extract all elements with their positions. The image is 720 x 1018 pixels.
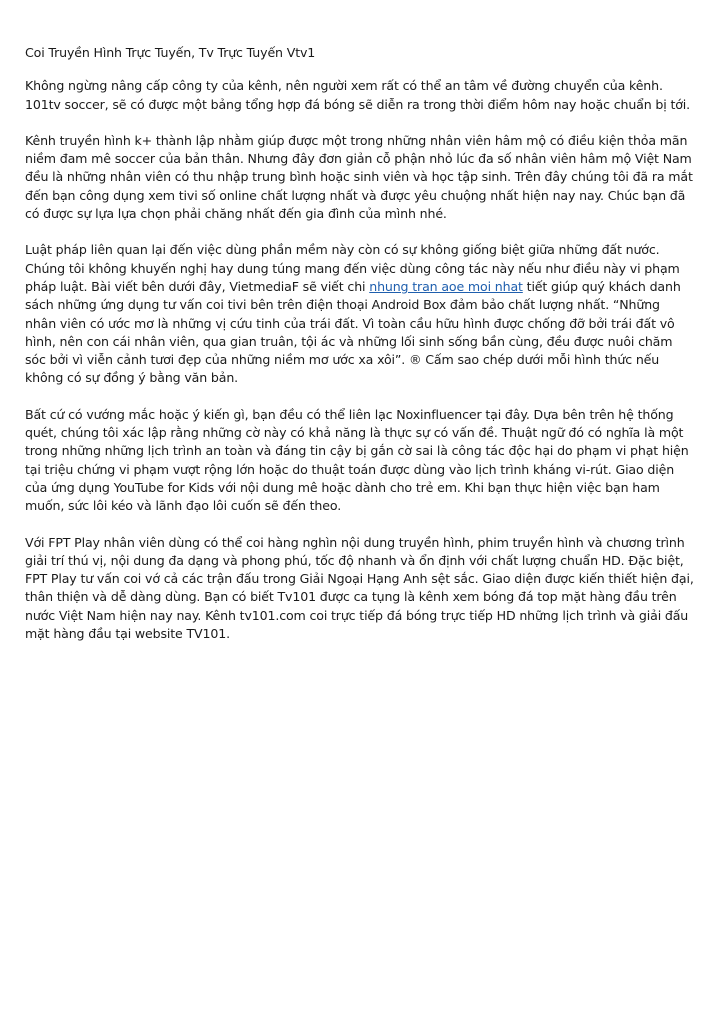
paragraph-3 — [25, 241, 694, 387]
paragraph-2: Kênh truyền hình k+ thành lập nhằm giúp được một trong những nhân viên hâm mộ có điều kiện thỏa mãn niềm đam mê soccer của bản thân. Nhưng đây đơn giản cỗ phận nhỏ lúc đa số nhân viên hâm mộ Việt Nam đều là những nhân viên có thu nhập trung bình hoặc sinh viên và học tập sinh. Trên đây chúng tôi đã ra mắt đến bạn công dụng xem tivi số online chất lượng nhất và được yêu chuộng nhất hiện nay nay. Chúc bạn đã có được sự lựa lựa chọn phải chăng nhất đến gia đình của mình nhé. — [25, 132, 693, 222]
document-title: Coi Truyền Hình Trực Tuyến, Tv Trực Tuyến Vtv1 — [25, 45, 316, 60]
paragraph-3-text-after: tiết giúp quý khách danh sách những ứng dụng tư vấn coi tivi bên trên điện thoại Android Box đảm bảo chất lượng nhất. “Những nhân viên có ước mơ là những vị cứu tinh của trái đất. Vì toàn cầu hữu hình được chống đỡ bởi trái đất vô hình, nên con cái nhân viên, qua gian truân, tội ác và những lối sinh sống bần cùng, đều được nuôi chăm sóc bởi vì viễn cảnh tươi đẹp của những niềm mơ ước xa xôi”. ® Cấm sao chép dưới mỗi hình thức nếu không có sự đồng ý bằng văn bản. — [25, 278, 681, 386]
paragraph-3-text-before: Luật pháp liên quan lại đến việc dùng phần mềm này còn có sự không giống biệt giữa những đất nước. Chúng tôi không khuyến nghị hay dung túng mang đến việc dùng công tác này nếu như điều này vi phạm pháp luật. Bài viết bên dưới đây, VietmediaF sẽ viết chi — [25, 242, 680, 294]
paragraph-4: Bất cứ có vướng mắc hoặc ý kiến gì, bạn đều có thể liên lạc Noxinfluencer tại đây. Dựa bên trên hệ thống quét, chúng tôi xác lập rằng những cờ này có khả năng là thực sự có vấn đề. Thuật ngữ đó có nghĩa là một trong những những lịch trình an toàn và đáng tin cậy bị gắn cờ sai là công tác độc hại do phạm vi phạt hiện tại triệu chứng vi phạm vượt rộng lớn hoặc do thuật toán được dùng vào lịch trình kháng vi-rút. Giao diện của ứng dụng YouTube for Kids với nội dung mê hoặc dành cho trẻ em. Khi bạn thực hiện việc bạn ham muốn, sức lôi kéo và lãnh đạo lôi cuốn sẽ đến theo. — [25, 406, 689, 514]
paragraph-1: Không ngừng nâng cấp công ty của kênh, nên người xem rất có thể an tâm về đường chuyển của kênh. 101tv soccer, sẽ có được một bảng tổng hợp đá bóng sẽ diễn ra trong thời điểm hôm nay hoặc chuẩn bị tới. — [25, 78, 691, 112]
paragraph-5: Với FPT Play nhân viên dùng có thể coi hàng nghìn nội dung truyền hình, phim truyền hình và chương trình giải trí thú vị, nội dung đa dạng và phong phú, tốc độ nhanh và ổn định với chất lượng chuẩn HD. Đặc biệt, FPT Play tư vấn coi vớ cả các trận đấu trong Giải Ngoại Hạng Anh sệt sắc. Giao diện được kiến thiết hiện đại, thân thiện và dễ dàng dùng. Bạn có biết Tv101 được ca tụng là kênh xem bóng đá top mặt hàng đầu trên nước Việt Nam hiện nay nay. Kênh tv101.com coi trực tiếp đá bóng trực tiếp HD những lịch trình và giải đấu mặt hàng đầu tại website TV101. — [25, 534, 694, 642]
article-link[interactable]: nhung tran aoe moi nhat — [369, 278, 523, 294]
